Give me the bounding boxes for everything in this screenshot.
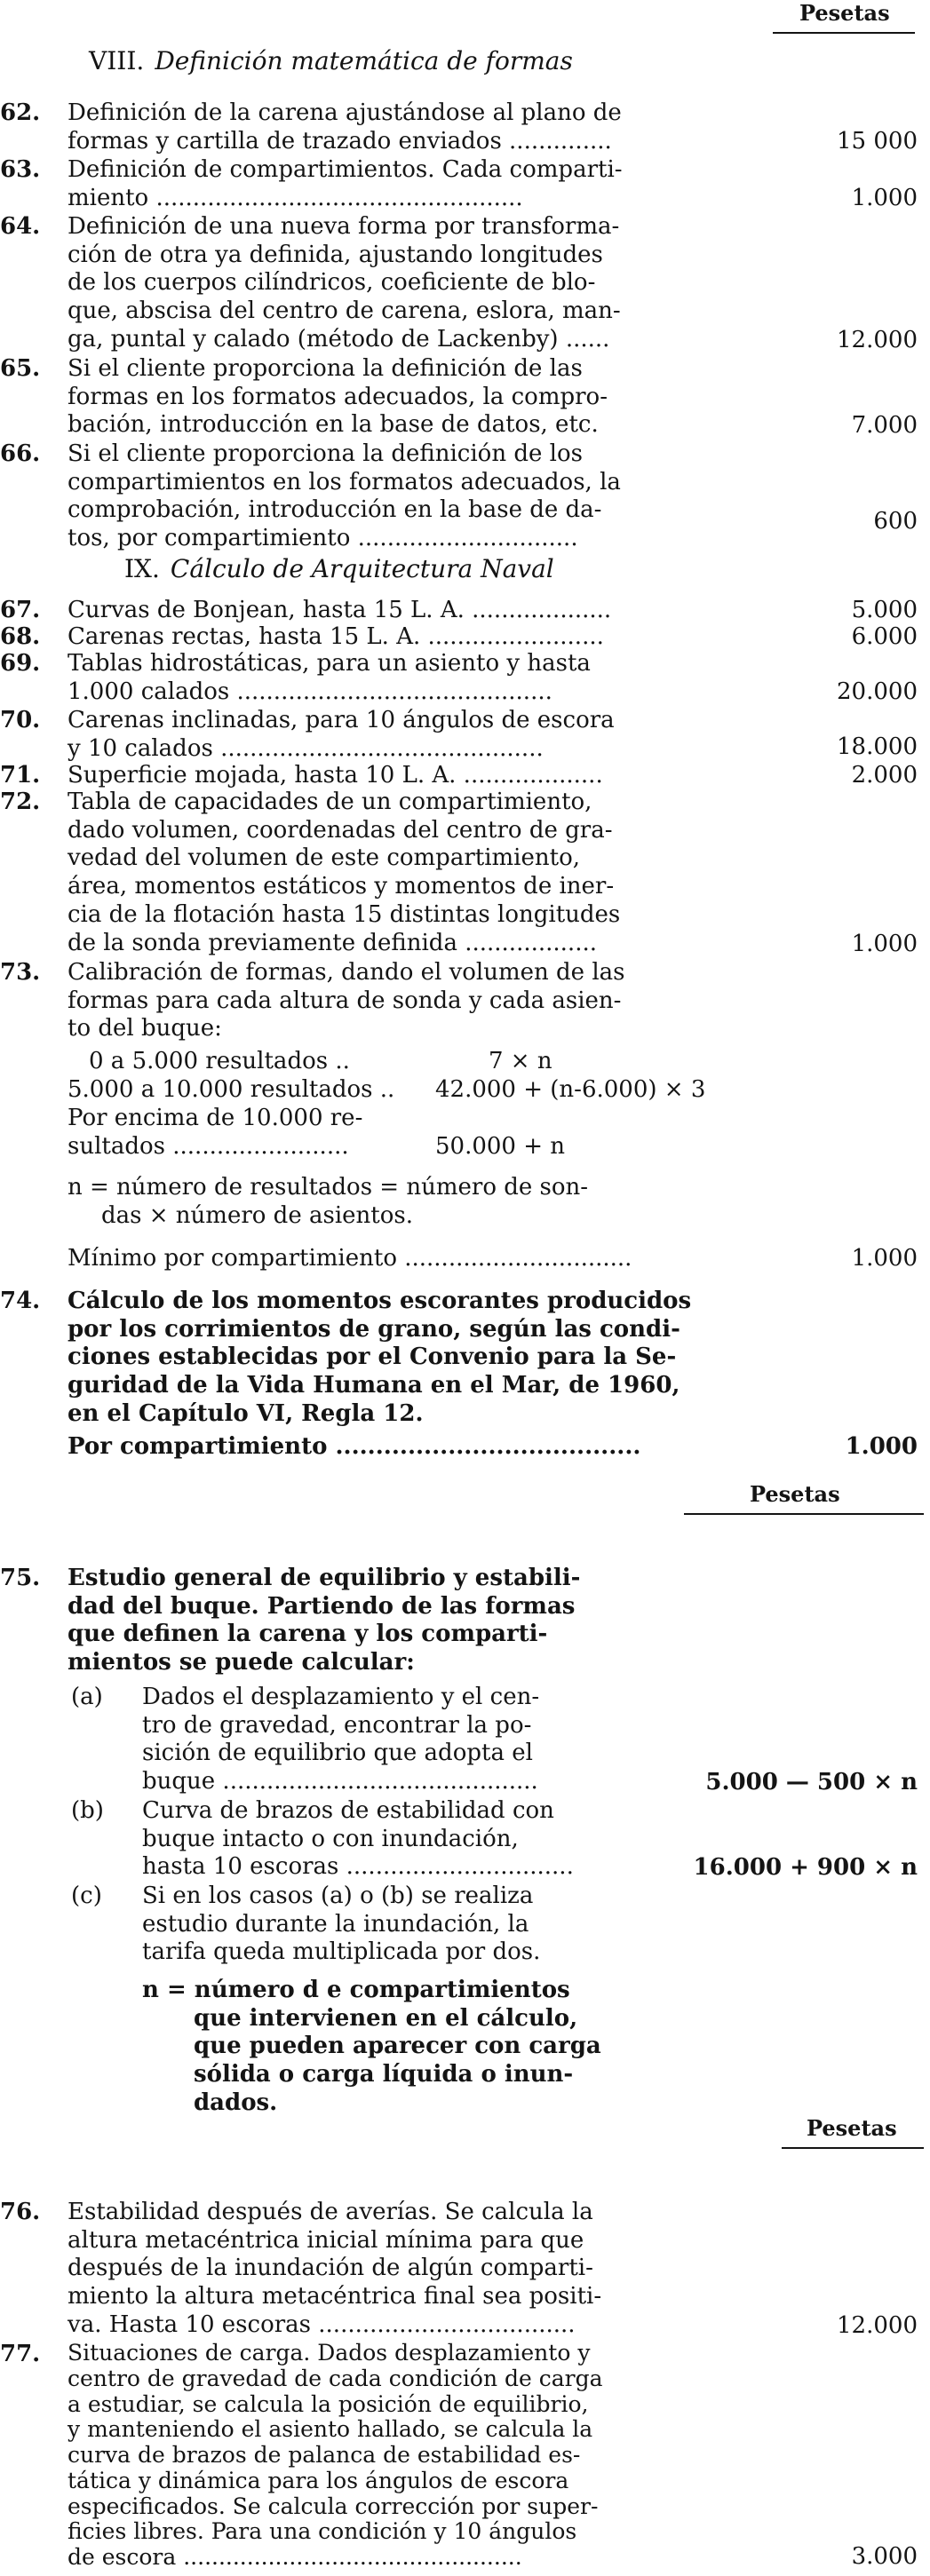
- text-line: curva de brazos de palanca de estabilidad es-: [68, 2442, 581, 2468]
- section-title: Definición matemática de formas: [155, 46, 573, 75]
- text-line: formas para cada altura de sonda y cada asien-: [68, 987, 622, 1014]
- list-item: [0, 2199, 764, 2340]
- item-text: [68, 2341, 764, 2571]
- item-price: 12.000: [837, 327, 918, 353]
- text-line: ción de otra ya definida, ajustando longitudes: [68, 241, 603, 268]
- item-text: [68, 213, 764, 354]
- list-item: [0, 355, 764, 440]
- text-line: estudio durante la inundación, la: [142, 1910, 529, 1938]
- sub-item: [71, 1797, 648, 1882]
- item-price: 15 000: [837, 128, 918, 155]
- per-compartment-label: Por compartimiento ......................................: [68, 1433, 641, 1460]
- item-price: 7.000: [851, 412, 918, 439]
- calibration-range-formula: 50.000 + n: [435, 1133, 566, 1160]
- item-price: 1.000: [851, 1245, 918, 1272]
- item-number: 70.: [0, 707, 41, 733]
- text-line: bación, introducción en la base de datos, etc.: [68, 411, 599, 439]
- sub-item-label: (a): [71, 1684, 103, 1710]
- text-line: Carenas inclinadas, para 10 ángulos de escora: [68, 707, 615, 733]
- text-line: n = número d e compartimientos: [142, 1977, 570, 2003]
- text-line: después de la inundación de algún comparti-: [68, 2255, 593, 2282]
- text-line: Calibración de formas, dando el volumen de las: [68, 959, 625, 986]
- sub-item: [71, 1684, 648, 1796]
- item-text: [68, 707, 764, 763]
- item-text: [68, 156, 764, 212]
- list-item: [0, 1565, 622, 1677]
- text-line: de la sonda previamente definida ..................: [68, 929, 597, 956]
- item-price: 12.000: [837, 2312, 918, 2339]
- text-line: de los cuerpos cilíndricos, coeficiente de blo-: [68, 269, 596, 297]
- text-line: Estabilidad después de averías. Se calcula la: [68, 2199, 593, 2225]
- item-price: 5.000 — 500 × n: [705, 1769, 918, 1795]
- item-number: 73.: [0, 959, 41, 986]
- header-rule: [684, 1513, 924, 1515]
- text-line: to del buque:: [68, 1015, 222, 1042]
- text-line: área, momentos estáticos y momentos de iner-: [68, 873, 615, 900]
- item-price: 1.000: [851, 931, 918, 957]
- text-line: que, abscisa del centro de carena, eslora, man-: [68, 297, 621, 325]
- item-number: 71.: [0, 762, 41, 789]
- text-line: tos, por compartimiento ..............................: [68, 525, 578, 552]
- section-number: VIII.: [89, 46, 145, 75]
- text-line: vedad del volumen de este compartimiento,: [68, 844, 580, 872]
- header-rule: [782, 2147, 924, 2149]
- text-line: hasta 10 escoras ...............................: [142, 1853, 574, 1881]
- text-line: buque intacto o con inundación,: [142, 1825, 519, 1852]
- minimum-label: Mínimo por compartimiento ...............................: [68, 1245, 632, 1272]
- sub-item-text: [142, 1882, 648, 1967]
- calibration-range-label: 0 a 5.000 resultados ..: [89, 1048, 350, 1074]
- list-item: [0, 789, 764, 957]
- text-line: Curvas de Bonjean, hasta 15 L. A. ...................: [68, 597, 612, 623]
- item-price: 2.000: [851, 762, 918, 789]
- item-price: 18.000: [837, 733, 918, 760]
- calibration-range-label: 5.000 a 10.000 resultados ..: [68, 1076, 395, 1103]
- item-number: 62.: [0, 99, 41, 126]
- definition-line: n = número de resultados = número de son-: [68, 1174, 589, 1201]
- text-line: y manteniendo el asiento hallado, se calcula la: [68, 2416, 593, 2443]
- item-text: [68, 1565, 622, 1677]
- text-line: por los corrimientos de grano, según las condi-: [68, 1315, 680, 1343]
- text-line: 1.000 calados ...........................................: [68, 678, 552, 705]
- text-line: guridad de la Vida Humana en el Mar, de 1960,: [68, 1372, 680, 1399]
- item-number: 67.: [0, 597, 41, 623]
- sub-item: [71, 1882, 648, 1967]
- item-price: 3.000: [851, 2543, 918, 2570]
- text-line: Estudio general de equilibrio y estabili-: [68, 1565, 581, 1591]
- text-line: dad del buque. Partiendo de las formas: [68, 1592, 576, 1620]
- item-text: [68, 355, 764, 440]
- item-number: 69.: [0, 650, 41, 677]
- text-line: compartimientos en los formatos adecuados, la: [68, 468, 621, 495]
- item-price: 1.000: [845, 1433, 918, 1460]
- pesetas-header: Pesetas: [807, 2115, 897, 2141]
- list-item: [0, 99, 764, 155]
- definition-line: das × número de asientos.: [101, 1202, 413, 1229]
- item-number: 72.: [0, 789, 41, 815]
- text-line: Superficie mojada, hasta 10 L. A. ...................: [68, 762, 603, 789]
- section-heading-viii: [89, 46, 573, 76]
- text-line: mientos se puede calcular:: [68, 1649, 415, 1676]
- list-item: [0, 2341, 764, 2571]
- text-line: Si el cliente proporciona la definición de los: [68, 440, 583, 467]
- text-line: Definición de la carena ajustándose al plano de: [68, 99, 622, 126]
- text-line: Dados el desplazamiento y el cen-: [142, 1684, 540, 1710]
- sub-item-label: (b): [71, 1797, 104, 1824]
- item-number: 74.: [0, 1288, 41, 1314]
- text-line: tro de gravedad, encontrar la po-: [142, 1711, 532, 1739]
- text-line: en el Capítulo VI, Regla 12.: [68, 1399, 424, 1427]
- item-text: [68, 623, 764, 652]
- text-line: Definición de compartimientos. Cada comparti-: [68, 156, 623, 183]
- item-text: [68, 2199, 764, 2340]
- sub-item-label: (c): [71, 1882, 102, 1909]
- section-heading-ix: [124, 554, 554, 584]
- list-item: [0, 959, 764, 1043]
- list-item: [0, 707, 764, 763]
- text-line: formas en los formatos adecuados, la compro-: [68, 383, 608, 410]
- item-text: [68, 959, 764, 1043]
- text-line: Tabla de capacidades de un compartimiento,: [68, 789, 592, 815]
- text-line: va. Hasta 10 escoras ...................................: [68, 2310, 576, 2338]
- text-line: Situaciones de carga. Dados desplazamiento y: [68, 2340, 591, 2366]
- pesetas-header: Pesetas: [799, 0, 890, 26]
- item-text: [68, 1288, 764, 1429]
- section-number: IX.: [124, 554, 160, 583]
- text-line: ficies libres. Para una condición y 10 ángulos: [68, 2518, 577, 2545]
- text-line: especificados. Se calcula corrección por super-: [68, 2493, 599, 2519]
- text-line: buque ...........................................: [142, 1768, 538, 1795]
- item-text: [68, 762, 764, 790]
- text-line: que intervienen en el cálculo,: [194, 2004, 578, 2032]
- text-line: y 10 calados ............................................: [68, 734, 544, 762]
- text-line: Curva de brazos de estabilidad con: [142, 1797, 554, 1824]
- list-item: [0, 762, 764, 790]
- text-line: altura metacéntrica inicial mínima para que: [68, 2226, 584, 2254]
- sub-item-text: [142, 1797, 648, 1882]
- text-line: que definen la carena y los comparti-: [68, 1621, 548, 1648]
- item-number: 76.: [0, 2199, 41, 2225]
- calibration-range-formula: 7 × n: [489, 1048, 552, 1074]
- text-line: Carenas rectas, hasta 15 L. A. ........................: [68, 623, 604, 650]
- item-number: 65.: [0, 355, 41, 382]
- text-line: ciones establecidas por el Convenio para la Se-: [68, 1343, 677, 1371]
- item-price: 20.000: [837, 678, 918, 705]
- header-rule: [773, 32, 915, 34]
- text-line: formas y cartilla de trazado enviados ..............: [68, 127, 612, 155]
- text-line: miento ..................................................: [68, 184, 523, 211]
- list-item: [0, 623, 764, 652]
- text-line: de escora ................................................: [68, 2544, 522, 2570]
- text-line: Definición de una nueva forma por transforma-: [68, 213, 620, 240]
- calibration-range-label: Por encima de 10.000 re-: [68, 1105, 363, 1131]
- text-line: ga, puntal y calado (método de Lackenby) ......: [68, 325, 610, 353]
- list-item: [0, 1288, 764, 1429]
- section-title: Cálculo de Arquitectura Naval: [170, 554, 554, 583]
- text-line: sólida o carga líquida o inun-: [194, 2061, 574, 2089]
- text-line: Si en los casos (a) o (b) se realiza: [142, 1882, 534, 1909]
- item-text: [68, 650, 764, 706]
- list-item: [0, 156, 764, 212]
- text-line: que pueden aparecer con carga: [194, 2033, 601, 2060]
- text-line: miento la altura metacéntrica final sea positi-: [68, 2283, 602, 2310]
- calibration-range-formula: 42.000 + (n-6.000) × 3: [435, 1076, 706, 1103]
- item-price: 6.000: [851, 623, 918, 650]
- item-number: 64.: [0, 213, 41, 240]
- text-line: cia de la flotación hasta 15 distintas longitudes: [68, 900, 621, 928]
- item-text: [68, 440, 764, 553]
- item-text: [68, 99, 764, 155]
- item-number: 77.: [0, 2341, 41, 2367]
- calibration-range-label: sultados ........................: [68, 1133, 349, 1160]
- list-item: [0, 213, 764, 354]
- text-line: sición de equilibrio que adopta el: [142, 1740, 533, 1767]
- pesetas-header: Pesetas: [750, 1481, 840, 1507]
- text-line: Si el cliente proporciona la definición de las: [68, 355, 583, 382]
- text-line: comprobación, introducción en la base de da-: [68, 496, 602, 524]
- text-line: centro de gravedad de cada condición de carga: [68, 2365, 603, 2391]
- text-line: dados.: [194, 2089, 278, 2116]
- item-price: 5.000: [851, 597, 918, 623]
- text-line: dado volumen, coordenadas del centro de gra-: [68, 816, 613, 844]
- text-line: Tablas hidrostáticas, para un asiento y hasta: [68, 650, 591, 677]
- list-item: [0, 597, 764, 625]
- item-price: 16.000 + 900 × n: [693, 1854, 918, 1881]
- n-definition: [142, 1977, 640, 2118]
- item-number: 66.: [0, 440, 41, 467]
- item-number: 75.: [0, 1565, 41, 1591]
- item-number: 68.: [0, 623, 41, 650]
- item-number: 63.: [0, 156, 41, 183]
- text-line: tarifa queda multiplicada por dos.: [142, 1938, 541, 1966]
- item-price: 1.000: [851, 185, 918, 211]
- item-text: [68, 597, 764, 625]
- text-line: tática y dinámica para los ángulos de escora: [68, 2467, 569, 2493]
- text-line: a estudiar, se calcula la posición de equilibrio,: [68, 2390, 589, 2417]
- list-item: [0, 650, 764, 706]
- list-item: [0, 440, 764, 553]
- text-line: Cálculo de los momentos escorantes producidos: [68, 1288, 692, 1314]
- item-text: [68, 789, 764, 957]
- item-price: 600: [873, 508, 918, 535]
- sub-item-text: [142, 1684, 648, 1796]
